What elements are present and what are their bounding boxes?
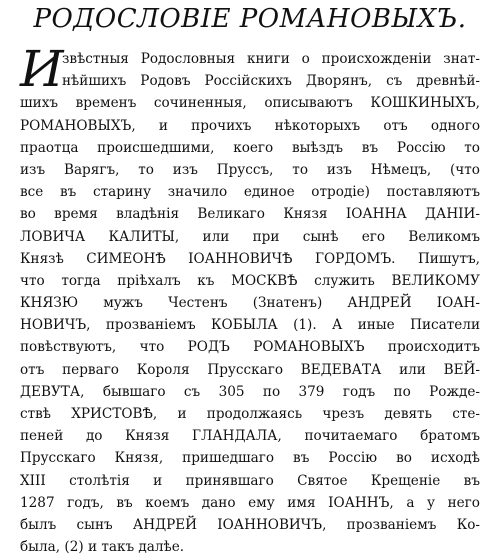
text-line: Князѣ СИМЕОНѢ ІОАННОВИЧѢ ГОРДОМЪ. Пишутъ, bbox=[20, 250, 480, 267]
text-line: праотца происшедшими, коего выѣздъ въ Россію то bbox=[20, 139, 480, 156]
text-line: во время владѣнія Великаго Князя ІОАННА ДАНІИ- bbox=[20, 206, 480, 223]
text-line: звѣстныя Родословныя книги о происхожденіи знат- bbox=[62, 51, 480, 67]
page-title: РОДОСЛОВІЕ РОМАНОВЫХЪ. bbox=[33, 4, 467, 34]
text-line: Прусскаго Князя, пришедшаго въ Россію во исходѣ bbox=[20, 450, 480, 467]
drop-cap-letter: И bbox=[20, 40, 64, 98]
text-line: 1287 годъ, въ коемъ дано ему имя ІОАННЪ, а у него bbox=[20, 494, 480, 511]
text-line: повѣствуютъ, что РОДЪ РОМАНОВЫХЪ происходитъ bbox=[20, 339, 480, 356]
text-line: нѣйшихъ Родовъ Россійскихъ Дворянъ, съ древнѣй- bbox=[62, 73, 480, 90]
text-line: изъ Варягъ, то изъ Пруссъ, то изъ Нѣмецъ, (что bbox=[20, 161, 480, 178]
text-line: РОМАНОВЫХЪ, и прочихъ нѣкоторыхъ отъ одного bbox=[20, 117, 480, 134]
text-line: что тогда пріѣхалъ къ МОСКВѢ служить ВЕЛИКОМУ bbox=[20, 272, 480, 289]
text-line: отъ перваго Короля Прусскаго ВЕДЕВАТА или ВЕЙ- bbox=[20, 361, 480, 378]
text-line: ЛОВИЧА КАЛИТЫ, или при сынѣ его Великомъ bbox=[20, 228, 480, 245]
text-line: КНЯЗЮ мужъ Честенъ (Знатенъ) АНДРЕЙ ІОАН- bbox=[20, 295, 480, 312]
body-text bbox=[20, 40, 480, 558]
text-line: шихъ временъ сочиненныя, описываютъ КОШКИНЫХЪ, bbox=[20, 95, 480, 112]
text-line: НОВИЧЪ, прозваніемъ КОБЫЛА (1). А иные Писатели bbox=[20, 317, 480, 334]
text-line: ДЕВУТА, бывшаго съ 305 по 379 годъ по Рожде- bbox=[20, 383, 480, 400]
text-line: была, (2) и такъ далѣе. bbox=[20, 539, 185, 556]
text-line: XIII столѣтія и принявшаго Святое Крещеніе въ bbox=[20, 472, 480, 489]
text-line: пеней до Князя ГЛАНДАЛА, почитаемаго братомъ bbox=[20, 428, 480, 445]
text-line: былъ сынъ АНДРЕЙ ІОАННОВИЧЪ, прозваніемъ Ко- bbox=[20, 516, 480, 533]
text-line: ствѣ ХРИСТОВѢ, и продолжаясь чрезъ девять сте- bbox=[20, 406, 480, 422]
text-line: все въ старину значило единое отродіе) поставляютъ bbox=[20, 184, 480, 201]
